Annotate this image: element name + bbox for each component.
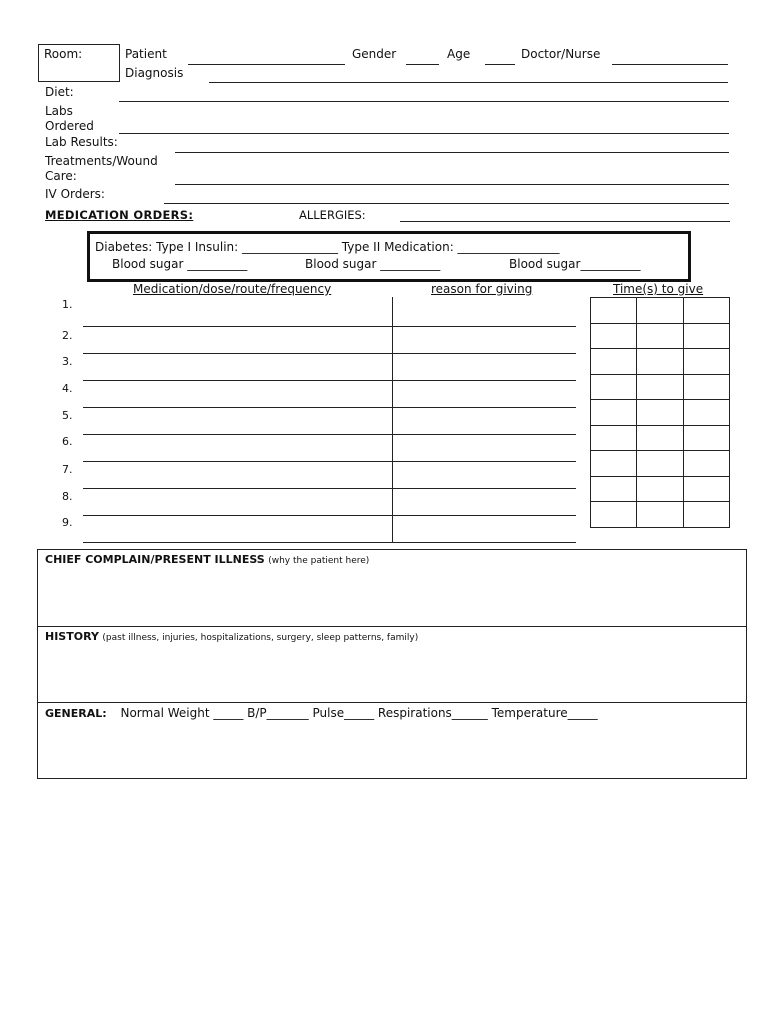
lab-results-label: Lab Results: [45,135,118,149]
blood-sugar-3: Blood sugar__________ [509,257,641,271]
col-reason-header: reason for giving [431,282,533,296]
time-cell[interactable] [637,425,683,451]
history-title: HISTORY [45,630,99,643]
row-number: 5. [62,409,73,422]
time-cell[interactable] [683,298,729,324]
diet-field[interactable] [119,101,729,102]
chief-complaint-title: CHIEF COMPLAIN/PRESENT ILLNESS [45,553,265,566]
time-cell[interactable] [683,476,729,502]
general-vitals: Normal Weight _____ B/P_______ Pulse_____ Respirations______ Temperature_____ [120,706,598,720]
column-divider [392,297,393,542]
time-cell[interactable] [591,400,637,426]
iv-orders-field[interactable] [164,203,729,204]
time-cell[interactable] [591,374,637,400]
labs-label-2: Ordered [45,119,94,133]
treatments-field[interactable] [175,184,729,185]
history-note: (past illness, injuries, hospitalizations, surgery, sleep patterns, family) [102,633,419,643]
time-cell[interactable] [683,323,729,349]
time-cell[interactable] [591,349,637,375]
med-row-line[interactable] [83,353,576,354]
row-number: 4. [62,382,73,395]
row-number: 2. [62,329,73,342]
time-cell[interactable] [591,476,637,502]
age-field[interactable] [485,64,515,65]
history-section[interactable] [37,626,747,703]
labs-ordered-field[interactable] [119,133,729,134]
labs-label-1: Labs [45,104,73,118]
time-cell[interactable] [591,451,637,477]
doctor-nurse-field[interactable] [612,64,728,65]
time-cell[interactable] [637,298,683,324]
time-cell[interactable] [591,502,637,528]
treatments-label-2: Care: [45,169,77,183]
diet-label: Diet: [45,85,74,99]
med-row-line[interactable] [83,488,576,489]
time-cell[interactable] [591,298,637,324]
time-cell[interactable] [683,502,729,528]
time-cell[interactable] [637,374,683,400]
blood-sugar-2: Blood sugar __________ [305,257,441,271]
gender-label: Gender [352,47,397,61]
patient-label: Patient [125,47,167,61]
general-section[interactable] [37,702,747,779]
time-cell[interactable] [637,400,683,426]
time-cell[interactable] [683,451,729,477]
col-medication-header: Medication/dose/route/frequency [133,282,332,296]
row-number: 9. [62,516,73,529]
time-cell[interactable] [683,374,729,400]
blood-sugar-1: Blood sugar __________ [112,257,248,271]
time-cell[interactable] [683,349,729,375]
time-cell[interactable] [637,476,683,502]
time-cell[interactable] [637,323,683,349]
lab-results-field[interactable] [175,152,729,153]
time-cell[interactable] [637,502,683,528]
row-number: 3. [62,355,73,368]
patient-field[interactable] [188,64,345,65]
time-cell[interactable] [637,349,683,375]
treatments-label-1: Treatments/Wound [45,154,158,168]
general-heading [45,706,598,720]
row-number: 6. [62,435,73,448]
col-times-header: Time(s) to give [613,282,704,296]
row-number: 8. [62,490,73,503]
diagnosis-field[interactable] [209,82,728,83]
allergies-label: ALLERGIES: [299,208,366,222]
row-number: 1. [62,298,73,311]
doctor-nurse-label: Doctor/Nurse [521,47,601,61]
med-row-line[interactable] [83,380,576,381]
med-row-line[interactable] [83,326,576,327]
chief-complaint-heading [45,553,369,566]
time-cell[interactable] [683,400,729,426]
history-heading [45,630,418,643]
med-row-line[interactable] [83,407,576,408]
general-title: GENERAL: [45,707,107,720]
diagnosis-label: Diagnosis [125,66,184,80]
time-cell[interactable] [683,425,729,451]
chief-complaint-note: (why the patient here) [268,556,370,566]
time-cell[interactable] [591,323,637,349]
med-row-line[interactable] [83,515,576,516]
med-row-line[interactable] [83,542,576,543]
room-label: Room: [44,47,83,61]
gender-field[interactable] [406,64,439,65]
medication-orders-title: MEDICATION ORDERS: [45,208,194,222]
med-row-line[interactable] [83,434,576,435]
med-row-line[interactable] [83,461,576,462]
age-label: Age [447,47,471,61]
diabetes-line: Diabetes: Type I Insulin: ________________ Type II Medication: _________________ [95,240,560,254]
allergies-field[interactable] [400,221,730,222]
row-number: 7. [62,463,73,476]
iv-orders-label: IV Orders: [45,187,105,201]
time-cell[interactable] [591,425,637,451]
chief-complaint-section[interactable] [37,549,747,627]
times-grid [590,297,730,528]
time-cell[interactable] [637,451,683,477]
